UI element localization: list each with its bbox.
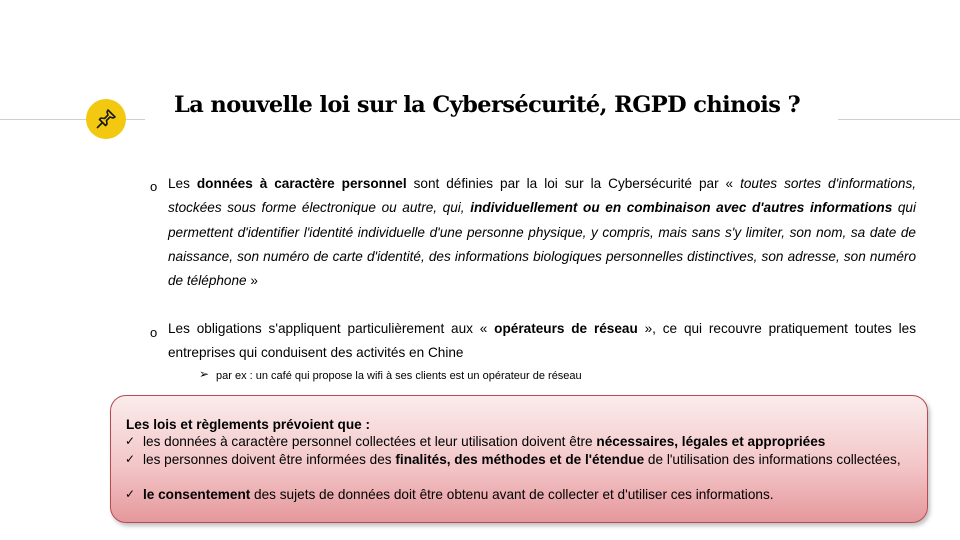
bold-term: données à caractère personnel: [196, 176, 407, 191]
checkmark-icon: ✓: [125, 434, 136, 448]
callout-item-1: [143, 433, 903, 451]
text: les données à caractère personnel collectées et leur utilisation doivent être: [143, 434, 597, 449]
callout-item-3: [143, 486, 903, 504]
text: de l'utilisation des informations collectées,: [644, 452, 901, 467]
callout-item-2: [143, 451, 903, 469]
quote-text: toutes sortes d'informations, stockées sous forme électronique ou autre, qui,: [168, 176, 917, 216]
bullet-marker: o: [150, 325, 158, 340]
network-operators-paragraph: [168, 317, 916, 366]
bold-term: finalités, des méthodes et de l'étendue: [395, 452, 645, 467]
slide-title: La nouvelle loi sur la Cybersécurité, RGPD chinois ?: [174, 92, 801, 118]
quote-text: qui permettent d'identifier l'identité individuelle d'une personne physique, y compris, mais sans s'y limiter, son nom, sa date de naissance, son numéro de carte d'identité, des informations biologiques personnelles distinctives, son adresse, son numéro de téléphone: [168, 200, 917, 289]
text: Les: [168, 176, 197, 191]
text: », ce qui recouvre pratiquement toutes les entreprises qui conduisent des activités en Chine: [168, 321, 917, 361]
text: des sujets de données doit être obtenu avant de collecter et d'utiliser ces informations.: [250, 487, 774, 502]
pushpin-badge: [86, 99, 126, 139]
arrow-bullet-icon: ➢: [199, 367, 210, 381]
text: les personnes doivent être informées des: [143, 452, 396, 467]
laws-callout-box: [110, 395, 928, 523]
pushpin-icon: [94, 107, 118, 131]
checkmark-icon: ✓: [125, 487, 136, 501]
title-rule-right: [838, 119, 960, 120]
bullet-marker: o: [150, 179, 158, 194]
personal-data-definition: [168, 172, 916, 293]
bold-quote-text: individuellement ou en combinaison avec d'autres informations: [470, 200, 893, 216]
bold-term: nécessaires, légales et appropriées: [596, 434, 826, 449]
example-subbullet: par ex : un café qui propose la wifi à ses clients est un opérateur de réseau: [216, 370, 582, 382]
checkmark-icon: ✓: [125, 452, 136, 466]
text: »: [246, 273, 258, 289]
text: Les obligations s'appliquent particulièrement aux «: [168, 321, 495, 336]
bold-term: le consentement: [143, 487, 251, 502]
text: sont définies par la loi sur la Cybersécurité par «: [406, 176, 741, 191]
bold-term: opérateurs de réseau: [494, 321, 638, 336]
callout-heading: Les lois et règlements prévoient que :: [126, 417, 370, 432]
